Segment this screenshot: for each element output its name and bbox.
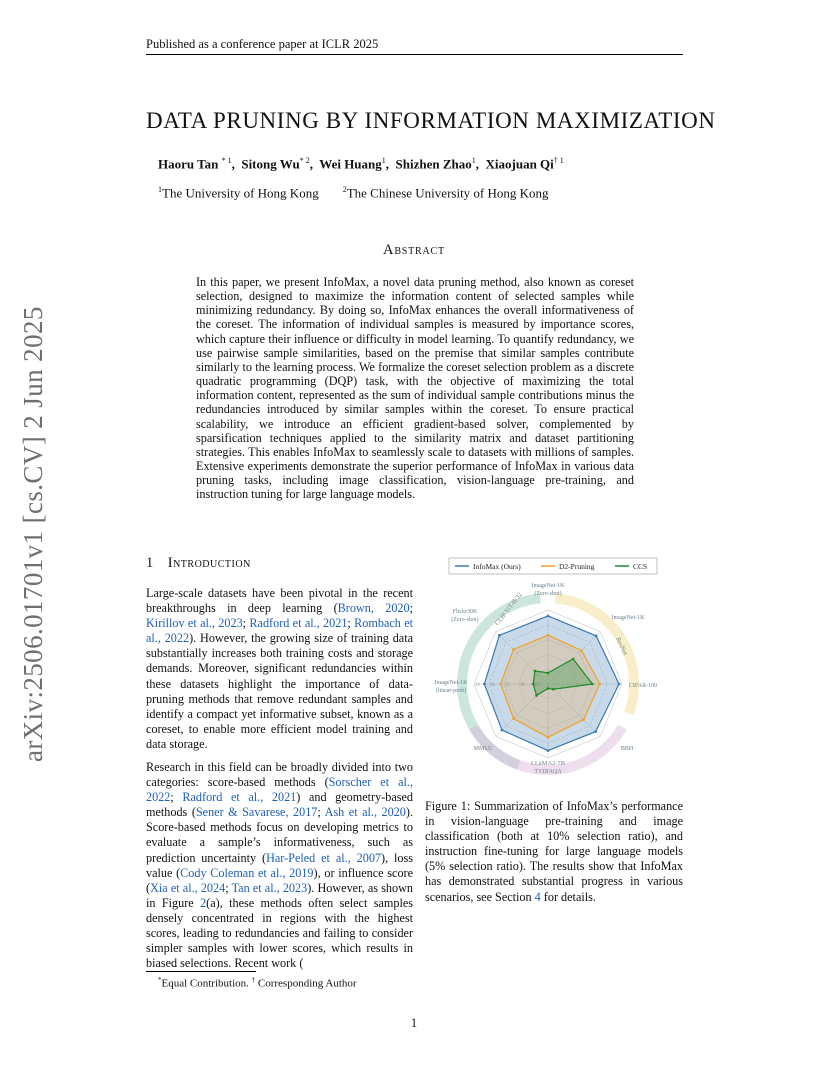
data-point <box>532 683 535 686</box>
axis-label: BBH <box>620 746 634 752</box>
data-point <box>512 717 515 720</box>
author: Haoru Tan <box>158 156 219 172</box>
citation-link[interactable]: Tan et al., 2023 <box>231 880 308 895</box>
section-ref-link[interactable]: 4 <box>534 889 541 904</box>
chart-legend <box>449 558 657 574</box>
data-point <box>498 634 501 637</box>
data-point <box>512 648 515 651</box>
data-point <box>580 649 583 652</box>
axis-label: Flickr30K <box>452 609 478 615</box>
running-header: Published as a conference paper at ICLR 2025 <box>146 37 379 51</box>
data-point <box>552 688 555 691</box>
axis-label: (Zero-shot) <box>451 617 479 623</box>
citation-link[interactable]: Xia et al., 2024 <box>150 880 226 895</box>
header-rule <box>146 54 683 55</box>
citation-link[interactable]: Har-Peled et al., 2007 <box>266 850 382 865</box>
axis-label: ImageNet-1K <box>434 680 468 686</box>
data-point <box>501 729 504 732</box>
axis-label: TYDIAQA <box>534 769 562 775</box>
data-point <box>547 736 550 739</box>
data-point <box>534 670 537 673</box>
legend-label: CCS <box>633 562 648 571</box>
data-point <box>499 683 502 686</box>
data-point <box>591 683 594 686</box>
footnote: *Equal Contribution. † Corresponding Author <box>158 976 357 990</box>
affiliations: $^1$The University of Hong Kong $^2$The Chinese University of Hong Kong <box>158 185 549 201</box>
citation-link[interactable]: Sener & Savarese, 2017 <box>195 805 318 820</box>
affiliation: The University of Hong Kong <box>162 185 319 201</box>
data-point <box>547 687 550 690</box>
figure-ref-link[interactable]: 2 <box>200 895 207 910</box>
page-number: 1 <box>410 1016 418 1030</box>
group-label: LLaMA2-7B <box>530 760 566 767</box>
axis-label: (linear-prob) <box>435 688 467 694</box>
author-list: Haoru Tan $^{* 1}$, Sitong Wu$^{* 2}$, Wei Huang$^1$, Shizhen Zhao$^1$, Xiaojuan Qi$^{\dagger 1}$ <box>158 156 564 172</box>
intro-paragraph-2: Research in this field can be broadly divided into two categories: score-based methods (Sorscher et al., 2022; Radford et al., 2021) and geometry-based methods (Sener & Savarese, 2017; Ash et al., 2020). Score-based methods focus on developing metrics to evaluate a sample’s informativeness, such as prediction uncertainty (Har-Peled et al., 2007), loss value (Cody Coleman et al., 2019), or influence score (Xia et al., 2024; Tan et al., 2023). However, as shown in Figure 2(a), these methods often select samples densely concentrated in regions with the highest scores, leading to redundancies and failing to consider simpler samples with lower scores, which results in biased selections. Recent work ( <box>146 760 414 971</box>
data-point <box>572 658 575 661</box>
axis-label: MMLU <box>473 746 493 752</box>
abstract-body: In this paper, we present InfoMax, a novel data pruning method, also known as coreset selection, designed to maximize the information content of selected samples while minimizing redundancy. By doing so, InfoMax enhances the overall informativeness of the coreset. The information of individual samples is measured by importance scores, which capture their influence or difficulty in model learning. To quantify redundancy, we use pairwise sample similarities, based on the premise that similar samples contribute similarly to the learning process. We formalize the coreset selection problem as a discrete quadratic programming (DQP) task, with the objective of maximizing the total information content, represented as the sum of individual sample contributions minus the redundancies introduced by similar samples within the coreset. To ensure practical scalability, we introduce an efficient gradient-based solver, complemented by sparsification techniques applied to the similarity matrix and dataset partitioning strategies. This enables InfoMax to seamlessly scale to datasets with millions of samples. Extensive experiments demonstrate the superior performance of InfoMax in various data pruning tasks, including image classification, vision-language pre-training, and instruction tuning for large language models. <box>196 275 634 502</box>
legend-label: InfoMax (Ours) <box>473 562 521 571</box>
radar-series <box>483 615 620 752</box>
footnote-rule <box>146 971 256 972</box>
author: Sitong Wu <box>241 156 300 172</box>
abstract-heading: Abstract <box>383 242 445 258</box>
ring-tick-label: 39 <box>475 683 480 688</box>
section-heading: 1 Introduction <box>146 555 251 571</box>
citation-link[interactable]: Radford et al., 2021 <box>249 616 348 631</box>
data-point <box>483 683 486 686</box>
axis-label: ImageNet-1K <box>611 615 645 621</box>
affiliation: The Chinese University of Hong Kong <box>346 185 549 201</box>
citation-link[interactable]: Radford et al., 2021 <box>182 790 297 805</box>
intro-paragraph-1: Large-scale datasets have been pivotal in the recent breakthroughs in deep learning (Brown, 2020; Kirillov et al., 2023; Radford et al., 2021; Rombach et al., 2022). However, the growing size of training data substantially increases both training costs and storage demands. Moreover, significant redundancies within these datasets highlight the importance of data-pruning methods that remove redundant samples and identify a compact yet informative subset, known as a coreset, to enable more efficient model training and data storage. <box>146 586 413 751</box>
data-point <box>547 634 550 637</box>
legend-label: D2-Pruning <box>559 562 595 571</box>
data-point <box>599 683 602 686</box>
author: Wei Huang <box>319 156 382 172</box>
data-point <box>582 718 585 721</box>
radar-chart <box>425 557 661 787</box>
author: Xiaojuan Qi <box>485 156 554 172</box>
citation-link[interactable]: Cody Coleman et al., 2019 <box>180 865 314 880</box>
citation-link[interactable]: Kirillov et al., 2023 <box>146 616 243 631</box>
axis-label: ImageNet-1K <box>531 583 565 589</box>
data-point <box>618 683 621 686</box>
data-point <box>594 730 597 733</box>
data-point <box>547 672 550 675</box>
axis-label: CIFAR-100 <box>628 683 658 689</box>
data-point <box>547 749 550 752</box>
axis-label: (Zero-shot) <box>534 591 562 597</box>
paper-title: DATA PRUNING BY INFORMATION MAXIMIZATION <box>146 108 716 133</box>
citation-link[interactable]: Rombach et al., 2022 <box>146 616 413 646</box>
author: Shizhen Zhao <box>395 156 472 172</box>
citation-link[interactable]: Ash et al., 2020 <box>324 805 406 820</box>
data-point <box>547 615 550 618</box>
group-label: ResNet <box>614 636 629 657</box>
arxiv-stamp: arXiv:2506.01701v1 [cs.CV] 2 Jun 2025 <box>18 306 48 762</box>
data-point <box>535 694 538 697</box>
group-label: CLIP ViT-B/32 <box>493 591 524 627</box>
citation-link[interactable]: Brown, 2020 <box>337 601 410 616</box>
data-point <box>595 635 598 638</box>
figure-caption: Figure 1: Summarization of InfoMax’s performance in vision-language pre-training and image classification (both at 10% selection ratio), and instruction fine-tuning for large language models (5% selection ratio). The results show that InfoMax has demonstrated substantial progress in various scenarios, see Section 4 for details. <box>425 799 683 904</box>
citation-link[interactable]: Sorscher et al., 2022 <box>146 775 413 805</box>
